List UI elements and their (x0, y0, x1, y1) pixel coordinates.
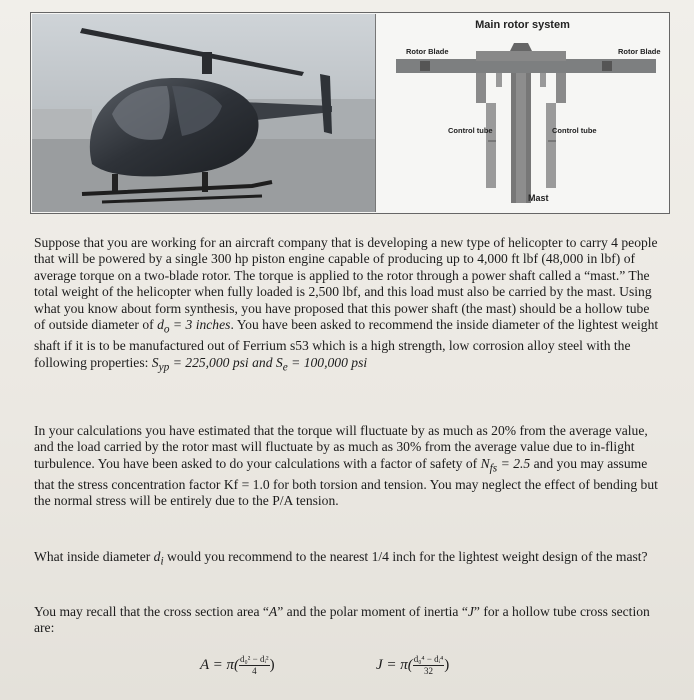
text: Suppose that you are working for an aircraft company that is developing a new type of helicopter to carry 4 people that will be powered by a single 300 hp piston engine capable of producing up to 4,000 ft lbf (48,000 in lbf) of average torque on a two-blade rotor. The torque is applied to the rotor through a power shaft called a “mast.” The total weight of the helicopter when fully loaded is 2,500 lbf, and this load must also be carried by the mast. Using what you know about form synthesis, you have proposed that this power shaft (the mast) should be a hollow tube of outside diameter of (34, 235, 658, 333)
paragraph-question (34, 549, 664, 570)
var-a: A (268, 604, 278, 619)
paragraph-fluctuation (34, 423, 664, 510)
inertia-lhs: J = π( (376, 656, 413, 673)
area-lhs: A = π( (200, 656, 240, 673)
var-di-sub: i (160, 555, 164, 568)
prop-syp-sub: yp (158, 361, 170, 374)
var-di: d (153, 549, 161, 564)
inertia-numerator: d₀⁴ − dᵢ⁴ (413, 654, 444, 664)
label-rotor-blade-right: Rotor Blade (618, 47, 661, 56)
var-do-value: = 3 inches (169, 317, 231, 333)
text: and you may assume that the stress concentration factor Kf = 1.0 for both torsion and tension. You may neglect the effect of bending but the normal stress will be entirely due to the P/A tension. (34, 455, 658, 509)
text: What inside diameter (34, 549, 154, 564)
text: In your calculations you have estimated that the torque will fluctuate by as much as 20% from the average value, and the load carried by the rotor mast will fluctuate by as much as 30% from the average value due to in-flight turbulence. You have been asked to do your calculations with a factor of safety of (34, 423, 648, 471)
figure (30, 12, 670, 214)
prop-syp: S (151, 354, 159, 370)
area-denominator: 4 (252, 666, 257, 676)
var-do-sub: o (163, 323, 170, 336)
area-numerator: d₀² − dᵢ² (240, 654, 269, 664)
diagram-title: Main rotor system (475, 19, 570, 31)
prop-se-sub: e (282, 361, 288, 374)
text: ” and the polar moment of inertia “ (277, 604, 468, 619)
paragraph-hint (34, 604, 664, 637)
var-do: d (157, 317, 164, 333)
formulas (200, 650, 500, 690)
inertia-formula (376, 654, 449, 677)
label-control-tube-left: Control tube (448, 126, 493, 135)
inertia-denominator: 32 (424, 666, 434, 676)
var-j: J (467, 604, 474, 619)
text: ” for a hollow tube cross section are: (34, 604, 650, 636)
var-n-sub: fs (489, 462, 498, 475)
area-formula (200, 654, 275, 677)
inertia-rhs: ) (444, 656, 450, 673)
area-rhs: ) (269, 656, 275, 673)
var-n-value: = 2.5 (497, 455, 531, 471)
helicopter-image (32, 14, 375, 212)
var-n: N (480, 455, 490, 471)
rotor-diagram (376, 13, 669, 213)
area-fraction (239, 654, 270, 677)
rotor-schematic (376, 13, 669, 213)
label-control-tube-right: Control tube (552, 126, 597, 135)
prop-se-value: = 100,000 psi (287, 354, 368, 370)
helicopter-photo (32, 14, 376, 212)
text: would you recommend to the nearest 1/4 inch for the lightest weight design of the mast? (163, 549, 648, 564)
text: . You have been asked to recommend the inside diameter of the lightest weight shaft if it is to be manufactured out of Ferrium s53 which is a high strength, low corrosion alloy steel with the following properties: (34, 317, 659, 370)
paragraph-setup (34, 235, 664, 376)
inertia-fraction (413, 654, 444, 677)
label-mast: Mast (528, 193, 549, 203)
label-rotor-blade-left: Rotor Blade (406, 47, 449, 56)
text: You may recall that the cross section area “ (34, 604, 269, 619)
prop-syp-value: = 225,000 psi and S (169, 354, 283, 370)
